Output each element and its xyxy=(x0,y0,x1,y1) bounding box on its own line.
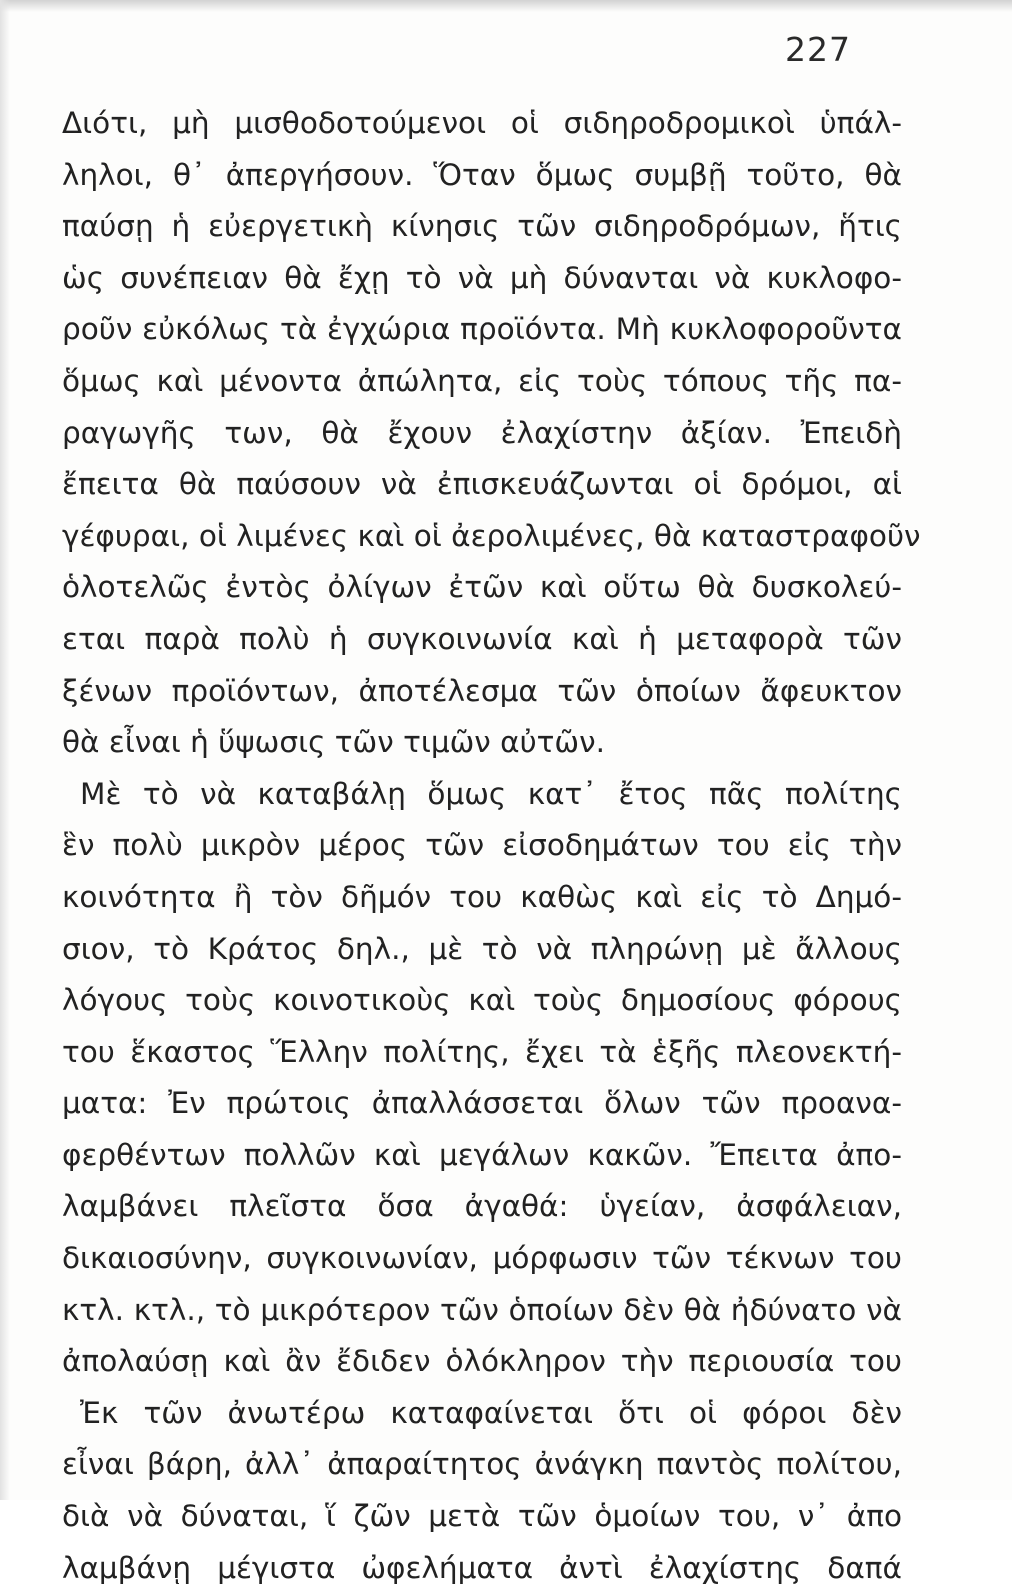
text-line: ματα: Ἐν πρώτοις ἀπαλλάσσεται ὅλων τῶν προανα- xyxy=(62,1086,902,1121)
text-line: ροῦν εὐκόλως τὰ ἐγχώρια προϊόντα. Μὴ κυκλοφοροῦντα xyxy=(62,312,902,347)
text-line: λαμβάνει πλεῖστα ὅσα ἀγαθά: ὑγείαν, ἀσφάλειαν, xyxy=(62,1189,902,1224)
text-line: ὁλοτελῶς ἐντὸς ὀλίγων ἐτῶν καὶ οὕτω θὰ δυσκολεύ- xyxy=(62,570,902,605)
text-line: δικαιοσύνην, συγκοινωνίαν, μόρφωσιν τῶν τέκνων του xyxy=(62,1241,902,1276)
text-line: λόγους τοὺς κοινοτικοὺς καὶ τοὺς δημοσίους φόρους xyxy=(62,983,902,1018)
text-line: διὰ νὰ δύναται, ἵ ζῶν μετὰ τῶν ὁμοίων του, ν᾿ ἀπο xyxy=(62,1499,902,1534)
text-line: του ἕκαστος Ἕλλην πολίτης, ἔχει τὰ ἑξῆς πλεονεκτή- xyxy=(62,1034,902,1069)
text-line: κοινότητα ἢ τὸν δῆμόν του καθὼς καὶ εἰς τὸ Δημό- xyxy=(62,879,902,914)
text-line: εἶναι βάρη, ἀλλ᾿ ἀπαραίτητος ἀνάγκη παντὸς πολίτου, xyxy=(62,1447,902,1482)
text-line: λαμβάνῃ μέγιστα ὠφελήματα ἀντὶ ἐλαχίστης δαπά xyxy=(62,1550,902,1585)
text-line: Ἐκ τῶν ἀνωτέρω καταφαίνεται ὅτι οἱ φόροι δὲν xyxy=(80,1395,902,1430)
text-line: Μὲ τὸ νὰ καταβάλῃ ὅμως κατ᾿ ἔτος πᾶς πολίτης xyxy=(80,776,902,811)
text-line: ἔπειτα θὰ παύσουν νὰ ἐπισκευάζωνται οἱ δρόμοι, αἱ xyxy=(62,467,902,502)
text-line: ἀπολαύσῃ καὶ ἂν ἔδιδεν ὁλόκληρον τὴν περιουσία του xyxy=(62,1344,902,1379)
text-line: ὡς συνέπειαν θὰ ἔχῃ τὸ νὰ μὴ δύνανται νὰ κυκλοφο- xyxy=(62,260,902,295)
text-line: ληλοι, θ᾿ ἀπεργήσουν. Ὅταν ὅμως συμβῇ τοῦτο, θὰ xyxy=(62,157,902,192)
text-line: παύσῃ ἡ εὐεργετικὴ κίνησις τῶν σιδηροδρόμων, ἥτις xyxy=(62,209,902,244)
body-text xyxy=(62,98,921,1594)
text-line: ὅμως καὶ μένοντα ἀπώλητα, εἰς τοὺς τόπους τῆς πα- xyxy=(62,363,902,398)
text-line: ξένων προϊόντων, ἀποτέλεσμα τῶν ὁποίων ἄφευκτον xyxy=(62,673,902,708)
text-line: φερθέντων πολλῶν καὶ μεγάλων κακῶν. Ἔπειτα ἀπο- xyxy=(62,1137,902,1172)
page-top-edge xyxy=(0,0,1012,12)
text-line: εται παρὰ πολὺ ἡ συγκοινωνία καὶ ἡ μεταφορὰ τῶν xyxy=(62,621,902,656)
text-line: σιον, τὸ Κράτος δηλ., μὲ τὸ νὰ πληρώνῃ μὲ ἄλλους xyxy=(62,931,902,966)
text-line: ραγωγῆς των, θὰ ἔχουν ἐλαχίστην ἀξίαν. Ἐπειδὴ xyxy=(62,415,902,450)
text-line: κτλ. κτλ., τὸ μικρότερον τῶν ὁποίων δὲν θὰ ἠδύνατο νὰ xyxy=(62,1292,902,1327)
text-line: θὰ εἶναι ἡ ὕψωσις τῶν τιμῶν αὐτῶν. xyxy=(62,725,605,760)
text-line: ἓν πολὺ μικρὸν μέρος τῶν εἰσοδημάτων του εἰς τὴν xyxy=(62,828,902,863)
page-number: 227 xyxy=(785,30,851,69)
page-left-edge xyxy=(0,0,10,1500)
text-line: γέφυραι, οἱ λιμένες καὶ οἱ ἀερολιμένες, θὰ καταστραφοῦν xyxy=(62,518,921,553)
text-line: Διότι, μὴ μισθοδοτούμενοι οἱ σιδηροδρομικοὶ ὑπάλ- xyxy=(62,106,902,140)
